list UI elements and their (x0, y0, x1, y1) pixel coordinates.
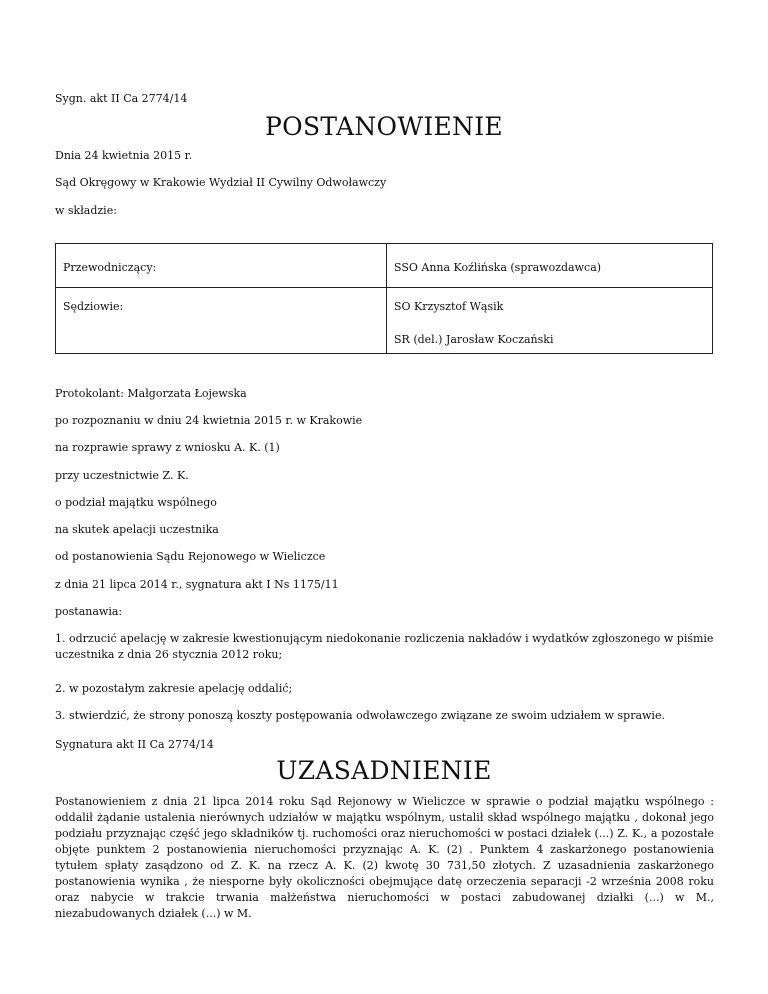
document-title: POSTANOWIENIE (265, 112, 503, 141)
case-reference-bottom: Sygnatura akt II Ca 2774/14 (55, 738, 214, 751)
judge-2: SR (del.) Jarosław Koczański (394, 333, 554, 346)
judge-1: SO Krzysztof Wąsik (394, 300, 504, 313)
judges-label: Sędziowie: (63, 300, 124, 313)
table-row (56, 288, 713, 354)
procedure-line: z dnia 21 lipca 2014 r., sygnatura akt I Ns 1175/11 (55, 578, 339, 591)
justification-paragraph: Postanowieniem z dnia 21 lipca 2014 roku Sąd Rejonowy w Wieliczce w sprawie o podział majątku wspólnego : oddalił żądanie ustalenia nierównych udziałów w majątku wspólnym, ustalił skład wspólnego majątku , dokonał jego podziału przyznając część jego składników tj. ruchomości oraz nieruchomości w postaci działek (...) Z. K., a pozostałe objęte punktem 2 postanowienia nieruchomości przyznając A. K. (2) . Punktem 4 zaskarżonego postanowienia tytułem spłaty zasądzono od Z. K. na rzecz A. K. (2) kwotę 30 731,50 złotych. Z uzasadnienia zaskarżonego postanowienia wynika , że niesporne były okoliczności obejmujące datę orzeczenia separacji -2 września 2008 roku oraz nabycie w trakcie trwania małżeństwa nieruchomości w postaci zabudowanej działki (...) w M., niezabudowanych działek (...) w M. (55, 795, 714, 920)
case-reference-top: Sygn. akt II Ca 2774/14 (55, 92, 188, 105)
procedure-line: na skutek apelacji uczestnika (55, 523, 219, 536)
decision-item: 2. w pozostałym zakresie apelację oddalić; (55, 682, 293, 695)
procedure-line: przy uczestnictwie Z. K. (55, 469, 189, 482)
justification-title: UZASADNIENIE (276, 756, 492, 785)
table-cell (56, 288, 387, 354)
decision-intro: postanawia: (55, 605, 123, 618)
procedure-line: po rozpoznaniu w dniu 24 kwietnia 2015 r. w Krakowie (55, 414, 363, 427)
table-cell (387, 244, 713, 288)
decision-item: 1. odrzucić apelację w zakresie kwestionującym niedokonanie rozliczenia nakładów i wydatków zgłoszonego w piśmie uczestnika z dnia 26 stycznia 2012 roku; (55, 632, 714, 661)
recorder-line: Protokolant: Małgorzata Łojewska (55, 387, 247, 400)
table-cell (56, 244, 387, 288)
decision-item: 3. stwierdzić, że strony ponoszą koszty postępowania odwoławczego związane ze swoim udziałem w sprawie. (55, 709, 665, 722)
table-cell (387, 288, 713, 354)
procedure-line: o podział majątku wspólnego (55, 496, 217, 509)
court-panel-table (55, 243, 713, 354)
presiding-label: Przewodniczący: (63, 261, 157, 274)
composition-label: w składzie: (55, 204, 117, 217)
court-line: Sąd Okręgowy w Krakowie Wydział II Cywilny Odwoławczy (55, 176, 387, 189)
procedure-line: od postanowienia Sądu Rejonowego w Wieliczce (55, 550, 326, 563)
date-line: Dnia 24 kwietnia 2015 r. (55, 149, 193, 162)
table-row (56, 244, 713, 288)
procedure-line: na rozprawie sprawy z wniosku A. K. (1) (55, 441, 280, 454)
presiding-judge: SSO Anna Koźlińska (sprawozdawca) (394, 261, 602, 274)
